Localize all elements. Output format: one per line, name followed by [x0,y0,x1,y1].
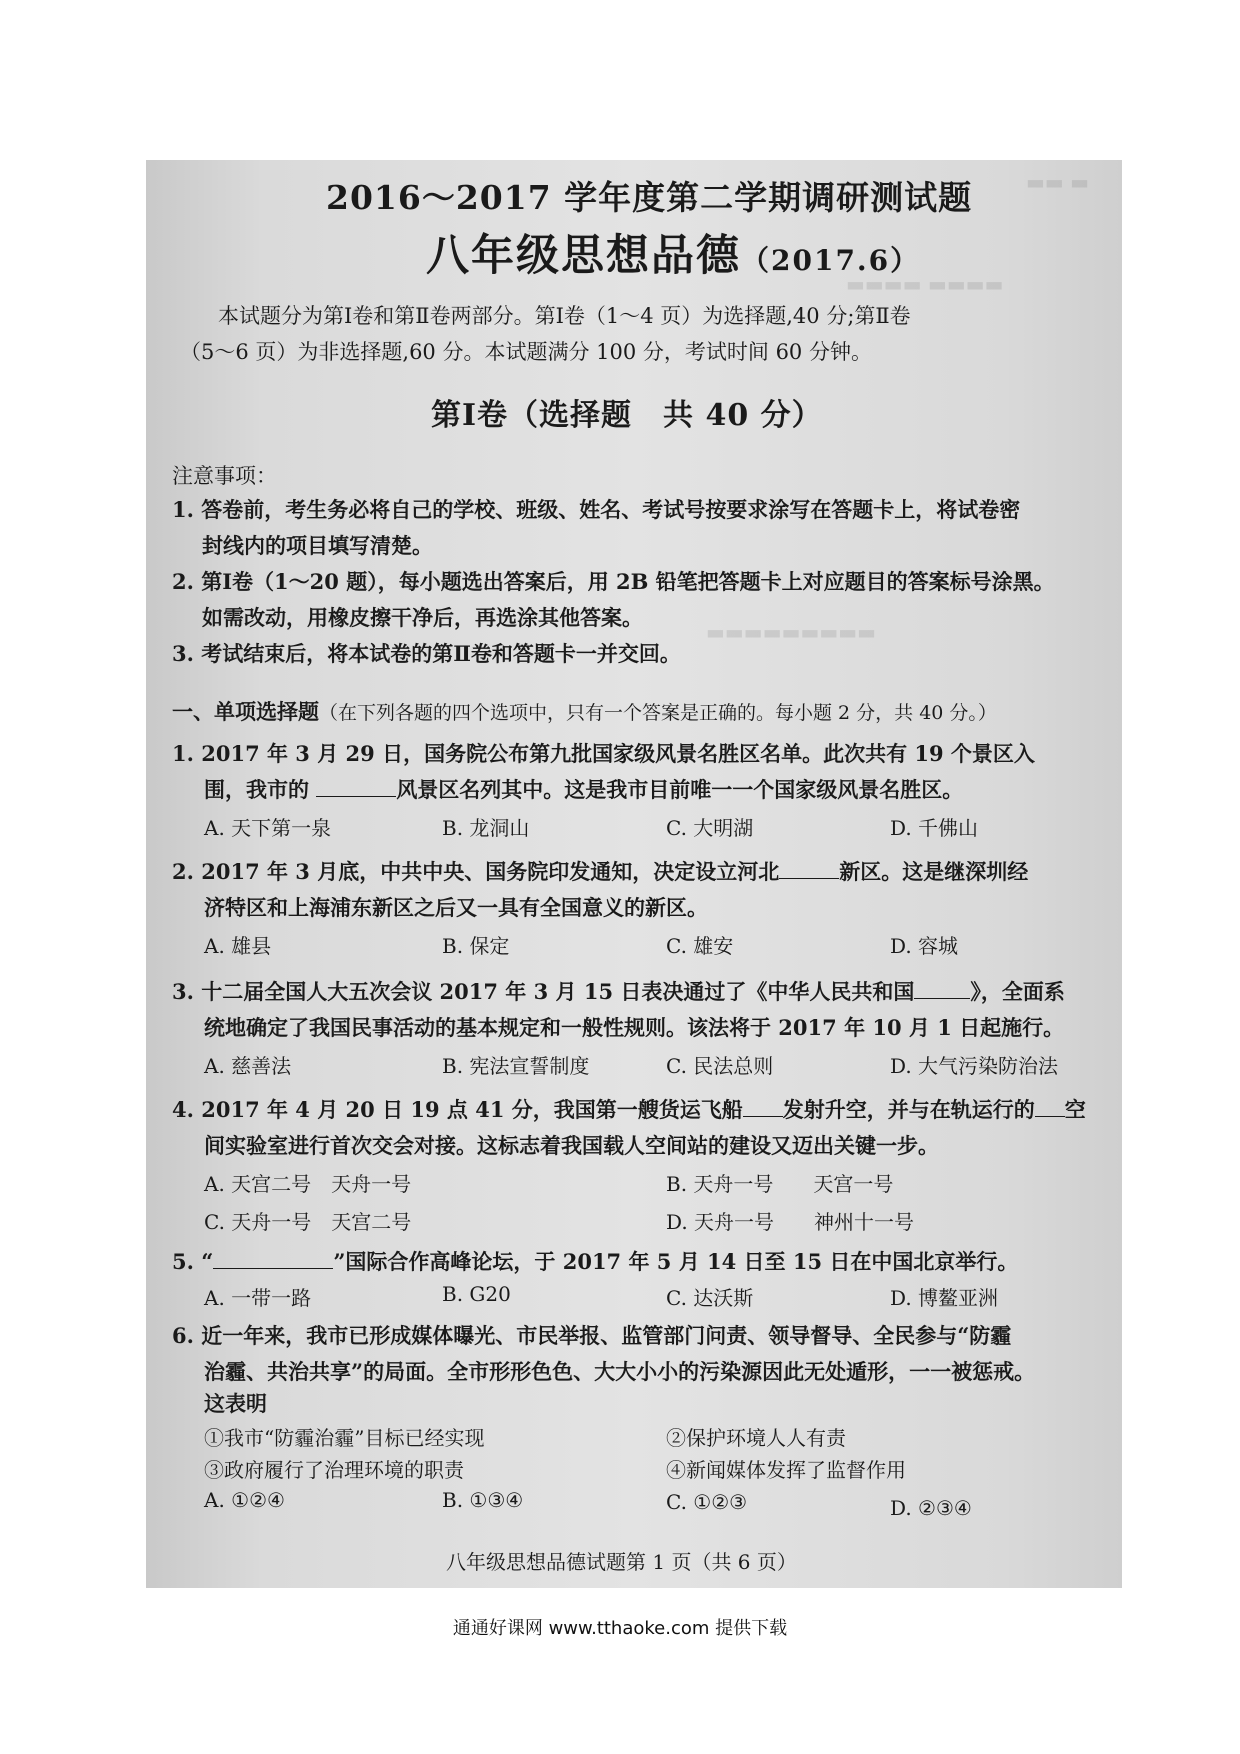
q3-line1 [172,976,1065,1006]
q2-option-c: C. 雄安 [666,934,734,958]
q1-line1: 1. 2017 年 3 月 29 日，国务院公布第九批国家级风景名胜区名单。此次共有 19 个景区入 [172,741,1035,766]
part1-title: 一、单项选择题 [172,699,319,724]
q1-option-b: B. 龙洞山 [442,816,530,840]
note-2-line1: 2. 第Ⅰ卷（1～20 题），每小题选出答案后，用 2B 铅笔把答题卡上对应题目的答案标号涂黑。 [172,569,1055,594]
q6-statement-2: ②保护环境人人有责 [666,1426,846,1450]
q3-option-b: B. 宪法宣誓制度 [442,1054,590,1078]
exam-date: （2017.6） [741,244,921,277]
q2-line1-start: 2. 2017 年 3 月底，中共中央、国务院印发通知，决定设立河北 [172,859,780,884]
q4-option-a: A. 天宫二号 天舟一号 [204,1172,412,1196]
q2-answer-blank [779,860,839,879]
q2-line1 [172,856,1028,886]
q2-option-a: A. 雄县 [204,934,272,958]
bleed-through-mark: ▬▬ ▬ [1026,170,1090,194]
exam-title-line1: 2016～2017 学年度第二学期调研测试题 [326,178,973,217]
q6-option-a: A. ①②④ [204,1488,285,1512]
q5-option-c: C. 达沃斯 [666,1286,754,1310]
q3-line1-start: 3. 十二届全国人大五次会议 2017 年 3 月 15 日表决通过了《中华人民共和国 [172,979,915,1004]
q5-line1-start: 5. “ [172,1249,214,1274]
q6-option-d: D. ②③④ [890,1496,972,1520]
q5-option-d: D. 博鳌亚洲 [890,1286,999,1310]
q3-option-a: A. 慈善法 [204,1054,292,1078]
note-1-line2: 封线内的项目填写清楚。 [202,533,433,558]
q1-option-c: C. 大明湖 [666,816,754,840]
q6-line2: 治霾、共治共享”的局面。全市形形色色、大大小小的污染源因此无处遁形，一一被惩戒。 [204,1359,1036,1384]
section-title: 第Ⅰ卷（选择题 共 40 分） [431,398,823,433]
subject-title: 八年级思想品德 [426,231,741,281]
q6-line1: 6. 近一年来，我市已形成媒体曝光、市民举报、监管部门问责、领导督导、全民参与“防霾 [172,1323,1012,1348]
q6-statement-1: ①我市“防霾治霾”目标已经实现 [204,1426,485,1450]
note-2-line2: 如需改动，用橡皮擦干净后，再选涂其他答案。 [202,605,643,630]
q4-option-b: B. 天舟一号 天宫一号 [666,1172,894,1196]
q1-line2-end: 风景区名列其中。这是我市目前唯一一个国家级风景名胜区。 [396,777,964,802]
exam-title-line2 [426,222,920,283]
q2-line1-end: 新区。这是继深圳经 [839,859,1029,884]
q5-line1 [172,1246,1018,1276]
q1-line2 [204,774,963,804]
q5-line1-end: ”国际合作高峰论坛，于 2017 年 5 月 14 日至 15 日在中国北京举行。 [333,1249,1019,1274]
q6-statement-4: ④新闻媒体发挥了监督作用 [666,1458,906,1482]
page-number-footer: 八年级思想品德试题第 1 页（共 6 页） [446,1550,797,1574]
download-caption: 通通好课网 www.tthaoke.com 提供下载 [452,1618,788,1639]
q3-option-d: D. 大气污染防治法 [890,1054,1059,1078]
q5-option-b: B. G20 [442,1282,511,1306]
q5-answer-blank [213,1250,333,1269]
bleed-through-mark: ▬▬▬▬▬▬▬▬▬ [706,620,877,644]
q3-option-c: C. 民法总则 [666,1054,774,1078]
q4-line2: 间实验室进行首次交会对接。这标志着我国载人空间站的建设又迈出关键一步。 [204,1133,939,1158]
q2-option-b: B. 保定 [442,934,510,958]
intro-line2: （5～6 页）为非选择题,60 分。本试题满分 100 分，考试时间 60 分钟。 [180,340,872,364]
intro-line1: 本试题分为第Ⅰ卷和第Ⅱ卷两部分。第Ⅰ卷（1～4 页）为选择题,40 分;第Ⅱ卷 [218,304,911,328]
note-3-line1: 3. 考试结束后，将本试卷的第Ⅱ卷和答题卡一并交回。 [172,641,681,666]
note-1-line1: 1. 答卷前，考生务必将自己的学校、班级、姓名、考试号按要求涂写在答题卡上，将试卷密 [172,497,1021,522]
q1-answer-blank [316,778,396,797]
q5-option-a: A. 一带一路 [204,1286,312,1310]
q4-answer-blank-2 [1035,1098,1065,1117]
notes-heading: 注意事项： [172,464,277,488]
q6-line3: 这表明 [204,1391,267,1416]
q1-option-d: D. 千佛山 [890,816,979,840]
q4-line1 [172,1094,1086,1124]
q1-line2-start: 围，我市的 [204,777,309,802]
q2-option-d: D. 容城 [890,934,959,958]
q4-line1-end: 空 [1064,1097,1086,1122]
q3-line1-end: 》，全面系 [970,979,1065,1004]
q3-answer-blank [914,980,970,999]
bleed-through-mark: ▬▬▬▬ ▬▬▬▬ [846,272,1004,296]
q1-option-a: A. 天下第一泉 [204,816,332,840]
part1-instructions: （在下列各题的四个选项中，只有一个答案是正确的。每小题 2 分，共 40 分。） [319,702,997,724]
q4-option-c: C. 天舟一号 天宫二号 [204,1210,412,1234]
exam-page-photo [146,160,1122,1588]
q4-line1-start: 4. 2017 年 4 月 20 日 19 点 41 分，我国第一艘货运飞船 [172,1097,743,1122]
q4-line1-middle: 发射升空，并与在轨运行的 [782,1097,1035,1122]
q4-answer-blank-1 [743,1098,783,1117]
q6-option-c: C. ①②③ [666,1490,748,1514]
q6-option-b: B. ①③④ [442,1488,524,1512]
part1-heading [172,696,997,726]
q3-line2: 统地确定了我国民事活动的基本规定和一般性规则。该法将于 2017 年 10 月 1 日起施行。 [204,1015,1065,1040]
q2-line2: 济特区和上海浦东新区之后又一具有全国意义的新区。 [204,895,708,920]
q4-option-d: D. 天舟一号 神州十一号 [666,1210,915,1234]
q6-statement-3: ③政府履行了治理环境的职责 [204,1458,464,1482]
